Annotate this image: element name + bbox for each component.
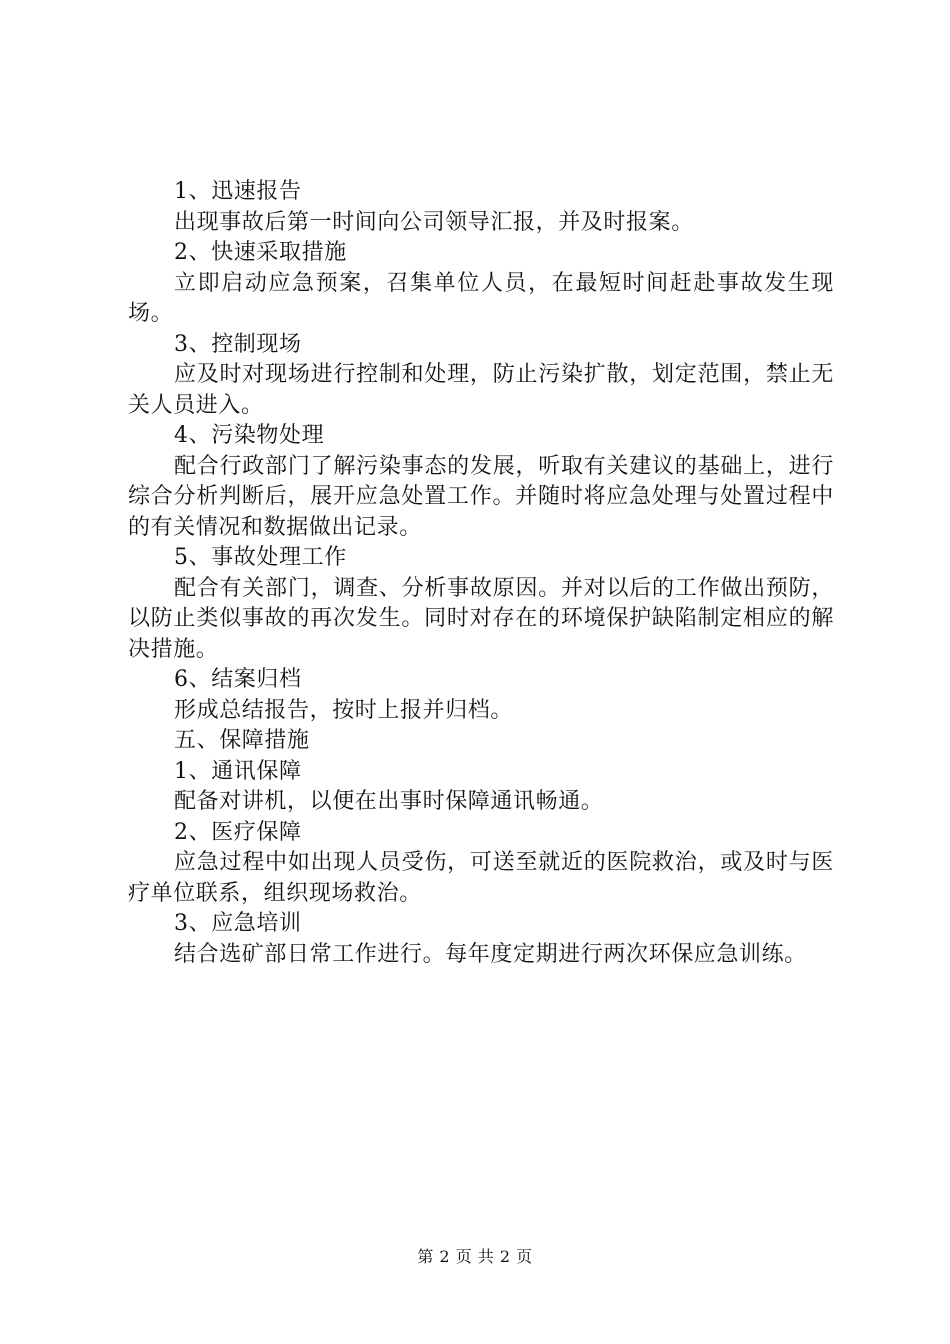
body-paragraph: 应及时对现场进行控制和处理，防止污染扩散，划定范围，禁止无关人员进入。 [128, 362, 834, 418]
body-paragraph: 配备对讲机，以便在出事时保障通讯畅通。 [174, 789, 604, 814]
section-heading: 2、快速采取措施 [174, 240, 347, 265]
section-heading: 1、迅速报告 [174, 179, 302, 204]
section-heading: 6、结案归档 [174, 667, 302, 692]
section-heading: 2、医疗保障 [174, 819, 302, 845]
body-paragraph: 形成总结报告，按时上报并归档。 [174, 697, 514, 723]
document-body [128, 177, 834, 970]
body-paragraph: 结合选矿部日常工作进行。每年度定期进行两次环保应急训练。 [174, 941, 807, 967]
body-paragraph: 配合有关部门，调查、分析事故原因。并对以后的工作做出预防，以防止类似事故的再次发生。同时对存在的环境保护缺陷制定相应的解决措施。 [128, 575, 834, 662]
section-heading: 3、控制现场 [174, 331, 302, 357]
section-heading: 4、污染物处理 [174, 423, 325, 448]
page-number-footer: 第 2 页 共 2 页 [417, 1247, 533, 1266]
section-heading: 1、通讯保障 [174, 758, 302, 784]
body-paragraph: 出现事故后第一时间向公司领导汇报，并及时报案。 [174, 209, 694, 235]
body-paragraph: 应急过程中如出现人员受伤，可送至就近的医院救治，或及时与医疗单位联系，组织现场救治。 [128, 850, 834, 906]
chapter-heading: 五、保障措施 [174, 728, 310, 753]
body-paragraph: 立即启动应急预案，召集单位人员，在最短时间赶赴事故发生现场。 [128, 270, 834, 326]
section-heading: 5、事故处理工作 [174, 545, 347, 570]
body-paragraph: 配合行政部门了解污染事态的发展，听取有关建议的基础上，进行综合分析判断后，展开应急处置工作。并随时将应急处理与处置过程中的有关情况和数据做出记录。 [128, 453, 834, 540]
section-heading: 3、应急培训 [174, 911, 302, 936]
